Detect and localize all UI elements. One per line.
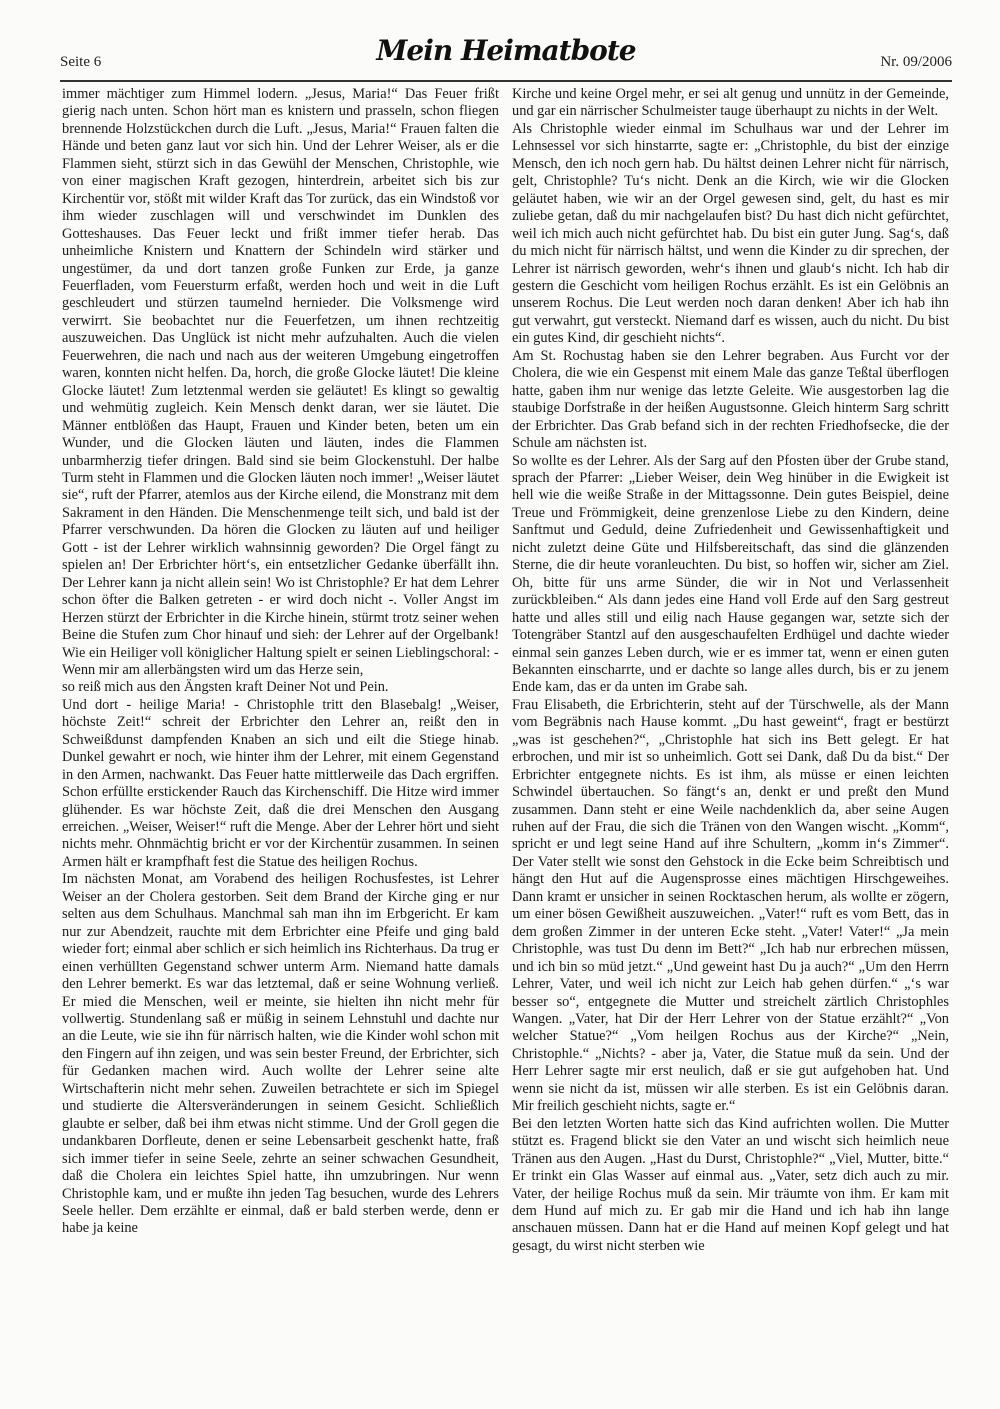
issue-number: Nr. 09/2006 (880, 54, 952, 70)
page-header (60, 34, 952, 74)
header-divider (60, 80, 952, 82)
right-column (512, 86, 949, 1255)
paragraph: Und dort - heilige Maria! - Christophle tritt den Blasebalg! „Weiser, höchste Zeit!“ schreit der Erbrichter den Lehrer an, reißt den in Schweißdunst dampfenden Knaben an sich und eilt die Stiege hinab. Dunkel gewahrt er noch, wie hinter ihm der Lehrer, mit einem Gegenstand in den Armen, nachwankt. Das Feuer hatte mittlerweile das Dach ergriffen. Schon erfüllte erstickender Rauch das Kirchenschiff. Die Hitze wird immer glühender. Es war höchste Zeit, daß die drei Menschen den Ausgang erreichen. „Weiser, Weiser!“ ruft die Menge. Aber der Lehrer hört und sieht nichts mehr. Ohnmächtig bricht er vor der Kirchentür zusammen. In seinen Armen hält er krampfhaft fest die Statue des heiligen Rochus. (62, 696, 499, 870)
paragraph: Kirche und keine Orgel mehr, er sei alt genug und unnütz in der Gemeinde, und gar ein närrischer Schulmeister tauge überhaupt zu nichts in der Welt. (512, 86, 949, 120)
paragraph: Frau Elisabeth, die Erbrichterin, steht auf der Türschwelle, als der Mann vom Begräbnis nach Hause kommt. „Du hast geweint“, fragt er bestürzt „was ist geschehen?“, „Christophle hat sich ins Bett gelegt. Er hat erbrochen, und mir ist so unheimlich. Gott sei Dank, daß Du da bist.“ Der Erbrichter entgegnete nichts. Es ist ihm, als müsse er einen leichten Schwindel übertauchen. So fängt‘s an, denkt er und preßt den Mund zusammen. Dann steht er eine Weile nachdenklich da, aber seine Augen ruhen auf der Frau, die sich die Tränen von den Wangen wischt. „Komm“, spricht er und legt seine Hand auf ihre Schultern, „komm in‘s Zimmer“. Der Vater stellt wie sonst den Gehstock in die Ecke beim Schreibtisch und hängt den Hut auf die Augensprosse eines mächtigen Hirschgeweihes. Dann kramt er unsicher in seinen Rocktaschen herum, als wollte er zögern, um einer bösen Gewißheit auszuweichen. „Vater!“ ruft es vom Bett, das in dem großen Zimmer in der unteren Ecke steht. „Vater! Vater!“ „Ja mein Christophle, was tust Du denn im Bett?“ „Ich hab nur erbrechen müssen, und ich bin so müd jetzt.“ „Und geweint hast Du ja auch?“ „Um den Herrn Lehrer, Vater, und weil ich nicht zur Leich hab gehen dürfen.“ „‘s war besser so“, entgegnete die Mutter und streichelt zärtlich Christophles Wangen. „Vater, hat Dir der Herr Lehrer von der Statue erzählt?“ „Von welcher Statue?“ „Vom heilgen Rochus aus der Kirche?“ „Nein, Christophle.“ „Nichts? - aber ja, Vater, die Statue muß da sein. Und der Herr Lehrer sagte mir erst neulich, daß er sie gut aufgehoben hat. Und wenn sie nicht da ist, müssen wir alle sterben. Es ist ein Gelöbnis daran. Mir freilich geschieht nichts, sagte er.“ (512, 696, 949, 1115)
paragraph: So wollte es der Lehrer. Als der Sarg auf den Pfosten über der Grube stand, sprach der Pfarrer: „Lieber Weiser, dein Weg hinüber in die Ewigkeit ist hell wie die weiße Straße in der Mittagssonne. Dein gutes Beispiel, deine Treue und Frömmigkeit, deine grenzenlose Liebe zu den Kindern, deine Sanftmut und Geduld, deine Zufriedenheit und Gewissenhaftigkeit und nicht zuletzt deine Güte und Hilfsbereitschaft, das sind die glänzenden Sterne, die dir heute voranleuchten. Du bist, so hoffen wir, sicher am Ziel. Oh, bitte für uns arme Sünder, die wir in Not und Verlassenheit zurückbleiben.“ Als dann jedes eine Hand voll Erde auf den Sarg gestreut hatte und alles still und eilig nach Hause gegangen war, setzte sich der Totengräber Stantzl auf den ausgeschaufelten Erdhügel und dachte wieder einmal sein ganzes Leben durch, wie er es immer tat, wenn er einen guten Bekannten einscharrte, und er dachte so lange alles durch, bis er zu jenem Ende kam, das er da unten im Grabe sah. (512, 452, 949, 696)
verse-line: so reiß mich aus den Ängsten kraft Deiner Not und Pein. (62, 679, 389, 696)
masthead-logo: Mein Heimatbote (376, 34, 636, 67)
paragraph: Bei den letzten Worten hatte sich das Kind aufrichten wollen. Die Mutter stützt es. Fragend blickt sie den Vater an und wischt sich heimlich neue Tränen aus den Augen. „Hast du Durst, Christophle?“ „Viel, Mutter, bitte.“ Er trinkt ein Glas Wasser auf einmal aus. „Vater, setz dich auch zu mir. Vater, der heilige Rochus muß da sein. Mir träumte von ihm. Er kam mit dem Hund auf mich zu. Er gab mir die Hand und ich hab ihn lange anschauen müssen. Dann hat er die Hand auf meinen Kopf gelegt und hat gesagt, du wirst nicht sterben wie (512, 1115, 949, 1254)
paragraph: Am St. Rochustag haben sie den Lehrer begraben. Aus Furcht vor der Cholera, die wie ein Gespenst mit einem Male das ganze Teßtal überflogen hatte, gaben ihm nur wenige das letzte Geleite. Wie ausgestorben lag die staubige Dorfstraße in der heißen Augustsonne. Gleich hinterm Sarg schritt der Erbrichter. Das Grab befand sich in der rechten Friedhofsecke, die der Schule am nächsten ist. (512, 347, 949, 452)
page-number: Seite 6 (60, 54, 102, 70)
left-column (62, 86, 499, 1238)
paragraph: immer mächtiger zum Himmel lodern. „Jesus, Maria!“ Das Feuer frißt gierig nach unten. Schon hört man es knistern und prasseln, schon fliegen brennende Holzstückchen durch die Luft. „Jesus, Maria!“ Frauen falten die Hände und beten ganz laut vor sich hin. Und der Lehrer Weiser, als er die Flammen sieht, stürzt sich in das Gewühl der Menschen, Christophle, wie von einer magischen Kraft gezogen, hinterdrein, arbeitet sich bis zur Kirchentür vor, stößt mit wilder Kraft das Tor zurück, das ein Windstoß vor ihm wieder zuschlagen will und verschwindet im Dunklen des Gotteshauses. Das Feuer leckt und frißt immer tiefer herab. Das unheimliche Knistern und Knattern der Schindeln wird stärker und ungestümer, da und dort tanzen große Funken zur Erde, ja ganze Feuerfladen, vom Feuersturm erfaßt, werden hoch und weit in die Luft geschleudert und stürzen taumelnd hernieder. Die Volksmenge wird verwirrt. Sie beobachtet nur die Feuerfetzen, um ihnen rechtzeitig auszuweichen. Das Unglück ist nicht mehr aufzuhalten. Auch die vielen Feuerwehren, die nach und nach aus der weiteren Umgebung eingetroffen waren, konnten nicht helfen. Da, horch, die große Glocke läutet! Die kleine Glocke läutet! Zum letztenmal werden sie geläutet! Es klingt so gewaltig und wehmütig zugleich. Kein Mensch denkt daran, wer sie läutet. Die Männer entblößen das Haupt, Frauen und Kinder beten, beten um ein Wunder, und die Glocken läuten und läuten, indes die Flammen unbarmherzig tiefer dringen. Bald sind sie beim Glockenstuhl. Der halbe Turm steht in Flammen und die Glocken läuten noch immer! „Weiser läutet sie“, ruft der Pfarrer, atemlos aus der Kirche eilend, die Monstranz mit dem Sakrament in den Händen. Die Menschenmenge teilt sich, und bald ist der Pfarrer verschwunden. Da hören die Glocken zu läuten auf und heiliger Gott - ist der Lehrer wirklich wahnsinnig geworden? Die Orgel fängt zu spielen an! Der Erbrichter hört‘s, ein entsetzlicher Gedanke überfällt ihn. Der Lehrer kann ja nicht allein sein! Wo ist Christophle? Er hat dem Lehrer schon öfter die Balken getreten - er wird doch nicht -. Voller Angst im Herzen stürzt der Erbrichter in die Kirche hinein, stürmt trotz seiner wehen Beine die Stufen zum Chor hinauf und sieh: der Lehrer auf der Orgelbank! Wie ein Heiliger voll königlicher Haltung spielt er seinen Lieblingschoral: - (62, 86, 499, 661)
paragraph: Als Christophle wieder einmal im Schulhaus war und der Lehrer im Lehnsessel vor sich hinstarrte, sagte er: „Christophle, du bist der einzige Mensch, den ich noch gern hab. Du hältst deinen Lehrer nicht für närrisch, gelt, Christophle? Tu‘s nicht. Denk an die Kirch, wie wir die Glocken geläutet haben, wie wir an der Orgel gewesen sind, gelt, du hast es mir zuliebe getan, daß du mir nachgelaufen bist? Du hast dich nicht gefürchtet, weil ich mich auch nicht gefürchtet hab. Du bist ein guter Jung. Sag‘s, daß du mich nicht für närrisch hältst, und wenn die Kinder zu dir sprechen, der Lehrer ist närrisch geworden, wehr‘s ihnen und glaub‘s nicht. Ich hab dir gestern die Geschicht vom heiligen Rochus erzählt. Es ist ein Gelöbnis an unserem Rochus. Die Leut werden noch daran denken! Aber ich hab ihn gut verwahrt, gut versteckt. Niemand darf es wissen, auch du nicht. Du bist ein gutes Kind, dir geschieht nichts“. (512, 120, 949, 347)
verse-line: Wenn mir am allerbängsten wird um das Herze sein, (62, 661, 364, 678)
paragraph: Im nächsten Monat, am Vorabend des heiligen Rochusfestes, ist Lehrer Weiser an der Cholera gestorben. Seit dem Brand der Kirche ging er nur selten aus dem Schulhaus. Manchmal sah man ihn im Erbgericht. Er kam nur zur Abendzeit, rauchte mit dem Erbrichter eine Pfeife und ging bald wieder fort; einmal aber schlich er sich heimlich ins Richterhaus. Da trug er einen verhüllten Gegenstand schwer unterm Arm. Niemand hatte damals den Lehrer bemerkt. Es war das letztemal, daß er seine Wohnung verließ. Er mied die Menschen, weil er meinte, sie hielten ihn nicht mehr für vollwertig. Stundenlang saß er müßig in seinem Lehnstuhl und dachte nur an die Leute, wie sie ihn für närrisch halten, wie die Kinder wohl schon mit den Fingern auf ihn zeigen, und was sein bester Freund, der Erbrichter, sich für Gedanken machen wird. Auch wollte der Lehrer seine alte Wirtschafterin nicht mehr sehen. Zuweilen betrachtete er sich im Spiegel und studierte die Altersveränderungen in seinem Gesicht. Schließlich glaubte er selber, daß bei ihm etwas nicht stimme. Und der Groll gegen die undankbaren Dorfleute, denen er seine Lebensarbeit geschenkt hatte, fraß sich immer tiefer in seine Seele, zehrte an seiner schwachen Gesundheit, daß die Cholera ein leichtes Spiel hatte, ihn umzubringen. Nur wenn Christophle kam, und er mußte ihn jeden Tag besuchen, wurde des Lehrers Seele heller. Dem erzählte er einmal, daß er bald sterben werde, denn er habe ja keine (62, 871, 499, 1237)
